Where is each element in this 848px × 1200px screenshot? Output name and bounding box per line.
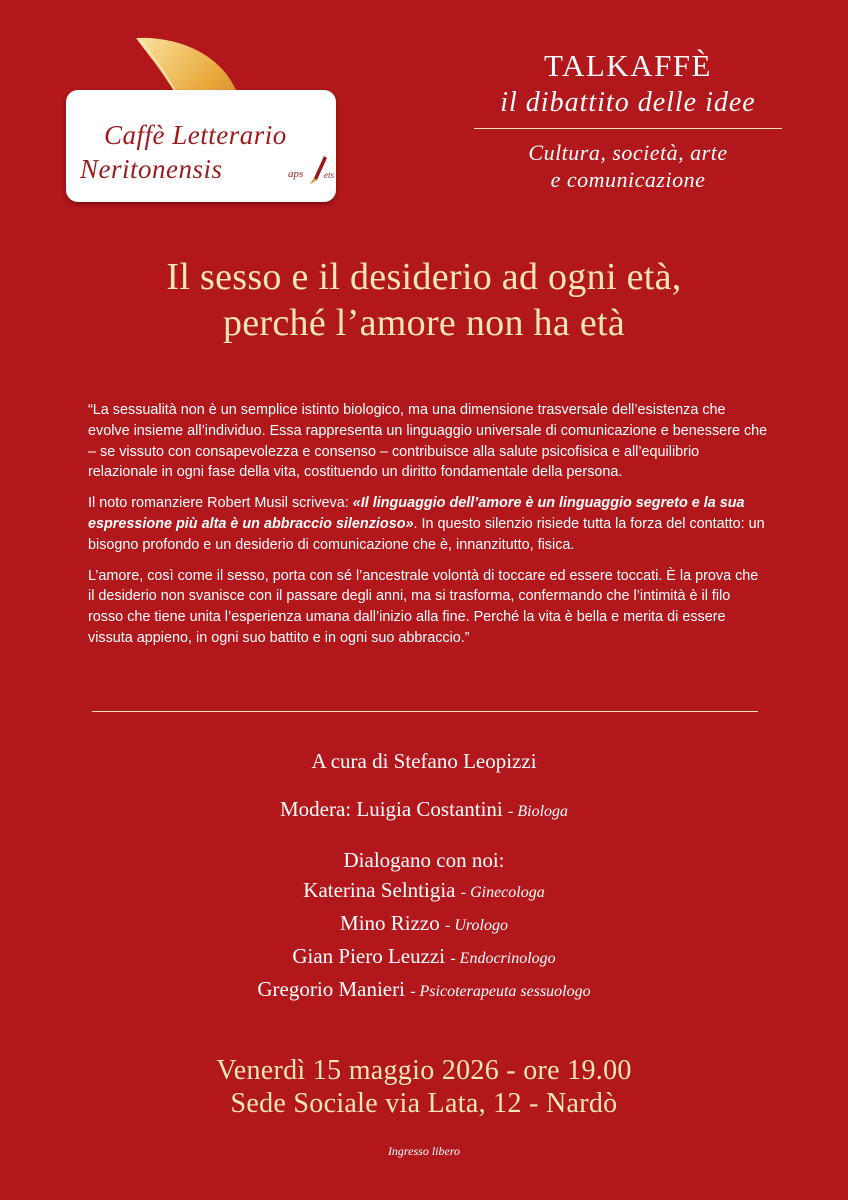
event-title-line2: perché l’amore non ha età [222, 302, 626, 344]
musil-quote: «Il linguaggio dell’amore è un linguaggio segreto e la sua espressione più alta è un abbraccio silenzioso» [88, 495, 745, 532]
event-description [88, 400, 768, 659]
panelist [100, 875, 748, 908]
logo [66, 36, 338, 206]
description-paragraph-1: “La sessualità non è un semplice istinto biologico, ma una dimensione trasversale dell’esistenza che evolve insieme all’individuo. Essa rappresenta un linguaggio universale di comunicazione e benessere che – se vissuto con consapevolezza e consenso – contribuisce alla salute psicofisica e all’equilibrio relazionale in ogni fase della vita, costituendo un diritto fondamentale della persona. [88, 402, 768, 481]
section-divider [92, 711, 758, 712]
panel-heading: Dialogano con noi: [343, 848, 505, 872]
logo-suffix-aps: aps [288, 168, 304, 180]
paragraph-2-rest: . In questo silenzio risiede tutta la forza del contatto: un bisogno profondo e un desiderio di comunicazione che è, innanzitutto, fisica. [88, 515, 765, 553]
panelist-name: Gregorio Manieri [257, 977, 405, 1001]
panelists [100, 845, 748, 1007]
panelist-name: Katerina Selntigia [303, 878, 456, 902]
logo-text-line1: Caffè Letterario [104, 120, 287, 150]
moderator-name: Modera: Luigia Costantini [279, 797, 503, 821]
panelist-role: - Endocrinologo [450, 950, 556, 967]
panelist [100, 974, 748, 1007]
talkaffe-subtitle: il dibattito delle idee [500, 87, 756, 118]
paragraph-2-intro: Il noto romanziere Robert Musil scriveva: [88, 495, 353, 512]
logo-suffix-ets: ets [324, 170, 334, 180]
talkaffe-tagline-1: Cultura, società, arte [528, 140, 728, 165]
description-paragraph-3: L’amore, così come il sesso, porta con sé l’ancestrale volontà di toccare ed essere toccati. È la prova che il desiderio non svanisce con il passare degli anni, ma si trasforma, confermando che l’intimità è il filo rosso che tiene unita l’esperienza umana dall’inizio alla fine. Perché la vita è bella e merita di essere vissuta appieno, in ogni suo battito e in ogni suo abbraccio.” [88, 567, 759, 646]
panelist-role: - Ginecologa [460, 884, 545, 901]
moderator-role: - Biologa [508, 803, 569, 820]
event-details [60, 1054, 788, 1120]
event-title [40, 254, 808, 346]
curated-by: A cura di Stefano Leopizzi [311, 749, 537, 773]
panelist-role: - Psicoterapeuta sessuologo [410, 983, 591, 1000]
panelist-role: - Urologo [445, 917, 508, 934]
talkaffe-divider [474, 128, 782, 129]
panelist-name: Gian Piero Leuzzi [292, 944, 446, 968]
talkaffe-title: TALKAFFÈ [544, 48, 712, 83]
panelist-name: Mino Rizzo [340, 911, 440, 935]
entry-note: Ingresso libero [387, 1144, 461, 1158]
moderator [100, 796, 748, 825]
talkaffe-block [470, 48, 786, 193]
panelist [100, 908, 748, 941]
event-datetime: Venerdì 15 maggio 2026 - ore 19.00 [216, 1055, 632, 1086]
event-title-line1: Il sesso e il desiderio ad ogni età, [166, 256, 682, 298]
credits [100, 748, 748, 1007]
description-paragraph-2 [88, 493, 768, 555]
logo-text-line2: Neritonensis [80, 154, 223, 184]
panelist [100, 941, 748, 974]
event-venue: Sede Sociale via Lata, 12 - Nardò [230, 1088, 618, 1119]
talkaffe-tagline-2: e comunicazione [550, 167, 706, 192]
